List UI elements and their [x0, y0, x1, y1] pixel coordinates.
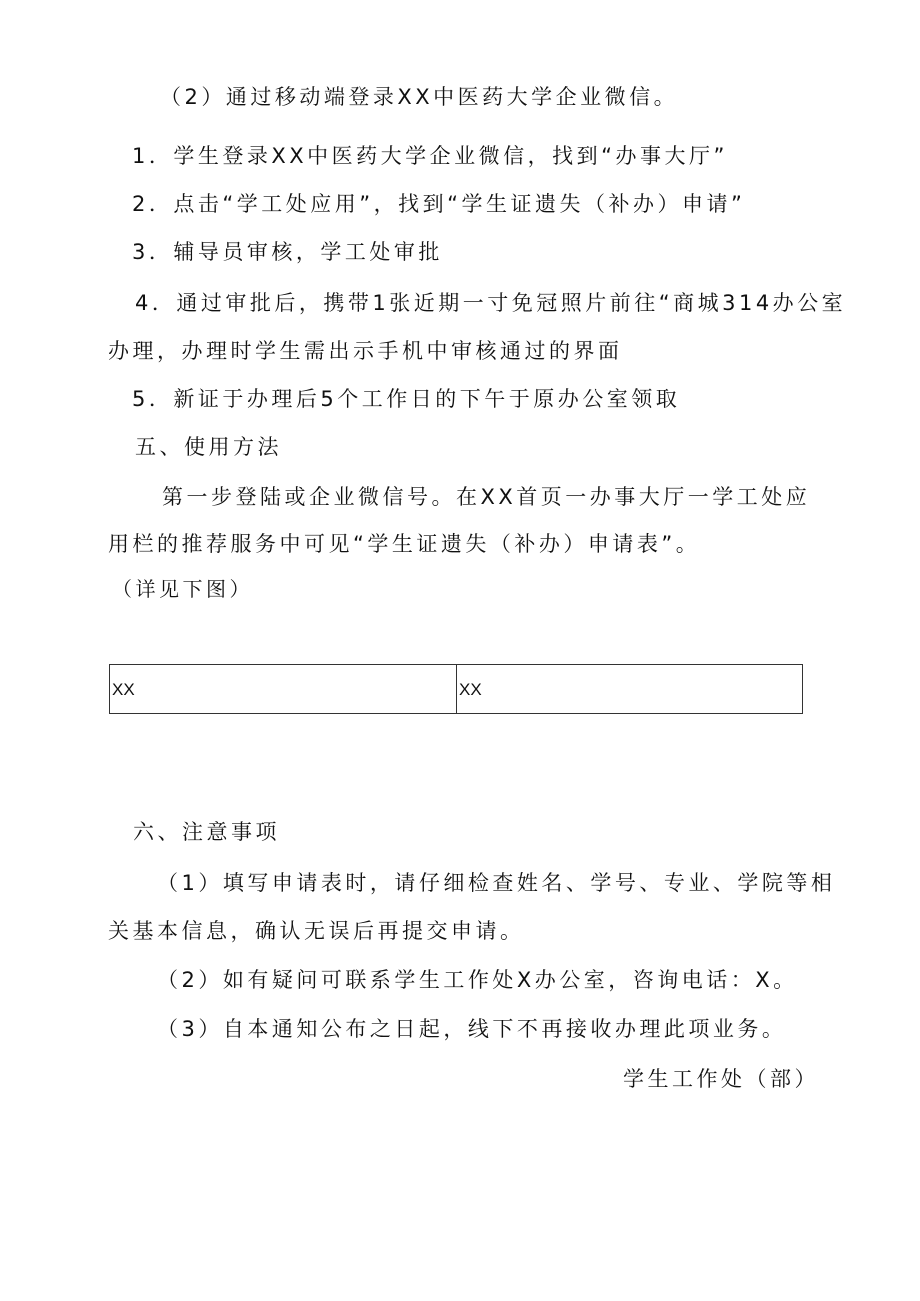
- figure-right-text: XX: [459, 680, 482, 699]
- step-5: 5．新证于办理后5个工作日的下午于原办公室领取: [132, 387, 681, 411]
- step-4-line-2: 办理，办理时学生需出示手机中审核通过的界面: [108, 339, 623, 363]
- figure-placeholder-table: [109, 664, 803, 714]
- step-4-line-1: 4．通过审批后，携带1张近期一寸免冠照片前往“商城314办公室: [135, 291, 847, 315]
- step-2: 2．点击“学工处应用”，找到“学生证遗失（补办）申请”: [132, 192, 746, 216]
- note-1-line-1: （1）填写申请表时，请仔细检查姓名、学号、专业、学院等相: [157, 871, 836, 895]
- see-figure-note: （详见下图）: [112, 577, 253, 601]
- section-5-para-line-1: 第一步登陆或企业微信号。在XX首页一办事大厅一学工处应: [162, 485, 811, 509]
- step-3: 3．辅导员审核，学工处审批: [132, 240, 443, 264]
- signature: 学生工作处（部）: [623, 1067, 819, 1091]
- note-3: （3）自本通知公布之日起，线下不再接收办理此项业务。: [157, 1017, 787, 1041]
- figure-left-text: XX: [112, 680, 135, 699]
- section-5-para-line-2: 用栏的推荐服务中可见“学生证遗失（补办）申请表”。: [108, 532, 701, 556]
- step-1: 1．学生登录XX中医药大学企业微信，找到“办事大厅”: [132, 144, 728, 168]
- section-6-heading: 六、注意事项: [133, 820, 280, 844]
- note-1-line-2: 关基本信息，确认无误后再提交申请。: [108, 919, 525, 943]
- section-5-heading: 五、使用方法: [135, 435, 282, 459]
- figure-left-cell: [110, 665, 457, 713]
- method-2-line: （2）通过移动端登录XX中医药大学企业微信。: [160, 85, 679, 109]
- note-2: （2）如有疑问可联系学生工作处X办公室，咨询电话：X。: [157, 968, 798, 992]
- figure-right-cell: [457, 665, 802, 713]
